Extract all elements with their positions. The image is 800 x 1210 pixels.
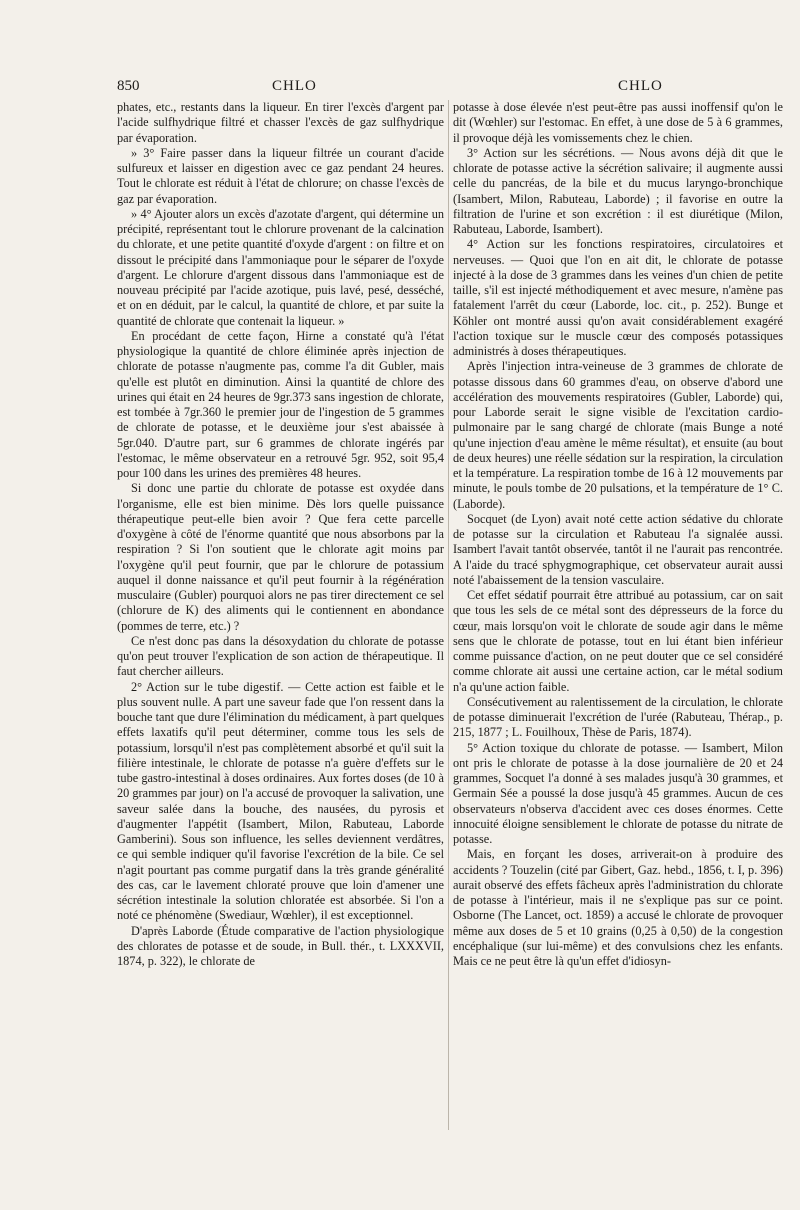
running-head-left: CHLO <box>272 78 317 94</box>
paragraph: D'après Laborde (Étude comparative de l'action physiologique des chlorates de potasse et de soude, in Bull. thér., t. LXXXVII, 1874, p. 322), le chlorate de <box>117 923 444 968</box>
paragraph: phates, etc., restants dans la liqueur. En tirer l'excès d'argent par l'acide sulfhydrique filtré et chasser l'excès de gaz sulfhydrique par évaporation. <box>117 100 444 145</box>
paragraph: Si donc une partie du chlorate de potasse est oxydée dans l'organisme, elle est bien minime. Dès lors quelle puissance thérapeutique peut-elle bien avoir ? Que fera cette parcelle d'oxygène à côté de l'énorme quantité que nous absorbons par la respiration ? Si l'on soutient que le chlorate agit moins par l'oxygène qu'il peut fournir, que par le chlorure de potassium auquel il donne naissance et qu'il peut fournir à la régénération musculaire (Gubler) pourquoi alors ne pas tirer directement ce sel (chlorure de K) des aliments qui le contiennent en abondance (pommes de terre, etc.) ? <box>117 481 444 633</box>
paragraph: Cet effet sédatif pourrait être attribué au potassium, car on sait que tous les sels de ce métal sont des dépresseurs de la force du cœur, mais lorsqu'on voit le chlorate de soude agir dans le même sens que le chlorate de potasse, tout en lui étant bien inférieur comme puissance d'action, on ne peut douter que ce sel considéré comme chlorate ait aussi une certaine action, car le métal sodium n'a qu'une action faible. <box>453 588 783 694</box>
paragraph: Après l'injection intra-veineuse de 3 grammes de chlorate de potasse dissous dans 60 grammes d'eau, on observe d'abord une accélération des mouvements respiratoires (Gubler, Laborde) qui, pour Laborde serait le signe visible de l'excitation cardio-pulmonaire par le sang chargé de chlorate (mais Bunge a noté qu'une injection d'eau amène le même résultat), et ensuite (au bout de deux heures) une réelle sédation sur la respiration, la circulation et la température. La respiration tombe de 16 à 12 mouvements par minute, le pouls tombe de 20 pulsations, et la température de 1° C. (Laborde). <box>453 359 783 511</box>
running-head-right: CHLO <box>618 78 663 94</box>
column-divider <box>448 100 449 1130</box>
paragraph: Ce n'est donc pas dans la désoxydation du chlorate de potasse qu'on peut trouver l'explication de son action de thérapeutique. Il faut chercher ailleurs. <box>117 633 444 679</box>
paragraph: 4° Action sur les fonctions respiratoires, circulatoires et nerveuses. — Quoi que l'on en ait dit, le chlorate de potasse injecté à la dose de 3 grammes dans les veines d'un chien de petite taille, s'il est injecté méthodiquement et avec mesure, n'amène pas fatalement l'arrêt du cœur (Laborde, loc. cit., p. 252). Bunge et Köhler ont montré aussi qu'on avait considérablement exagéré l'action toxique sur le muscle cœur des composés potassiques administrés à doses thérapeutiques. <box>453 237 783 358</box>
paragraph: Mais, en forçant les doses, arriverait-on à produire des accidents ? Touzelin (cité par Gibert, Gaz. hebd., 1856, t. I, p. 396) aurait observé des effets fâcheux après l'administration du chlorate de potasse à l'intérieur, mais il ne s'explique pas sur ce point. Osborne (The Lancet, oct. 1859) a accusé le chlorate de provoquer même aux doses de 5 et 10 grains (0,25 à 0,50) de la congestion encéphalique (sur lui-même) et des convulsions chez les enfants. Mais ce ne peut être là qu'un effet d'idiosyn- <box>453 847 783 968</box>
right-column <box>453 100 783 969</box>
paragraph: » 4° Ajouter alors un excès d'azotate d'argent, qui détermine un précipité, représentant tout le chlorure provenant de la calcination du chlorate, et une petite quantité d'oxyde d'argent : on filtre et on dissout le précipité dans l'ammoniaque pour le séparer de l'oxyde d'argent. Le chlorure d'argent dissous dans l'ammoniaque est de nouveau précipité par l'acide azotique, puis lavé, pesé, desséché, et on en déduit, par le calcul, la quantité de chlore, et par suite la quantité de chlorate que contenait la liqueur. » <box>117 206 444 328</box>
page-header <box>0 78 800 100</box>
left-column <box>117 100 444 969</box>
paragraph: Consécutivement au ralentissement de la circulation, le chlorate de potasse diminuerait l'excrétion de l'urée (Rabuteau, Thérap., p. 215, 1877 ; L. Fouilhoux, Thèse de Paris, 1874). <box>453 694 783 740</box>
paragraph: Socquet (de Lyon) avait noté cette action sédative du chlorate de potasse sur la circulation et Rabuteau l'a signalée aussi. Isambert l'avait tantôt observée, tantôt il ne l'aurait pas rencontrée. A l'aide du tracé sphygmographique, cet observateur aurait aussi noté l'abaissement de la tension vasculaire. <box>453 511 783 587</box>
paragraph: 2° Action sur le tube digestif. — Cette action est faible et le plus souvent nulle. A part une saveur fade que l'on ressent dans la bouche tant que dure l'élimination du médicament, à part quelques effets laxatifs qu'il peut déterminer, comme tous les sels de potassium, lorsqu'il n'est pas complètement absorbé et qu'il suit la filière intestinale, le chlorate de potasse n'a guère d'effets sur le tube gastro-intestinal à doses ordinaires. Aux fortes doses (de 10 à 20 grammes par jour) on l'a accusé de provoquer la salivation, une saveur salée dans la bouche, des nausées, du pyrosis et d'augmenter l'appétit (Isambert, Milon, Rabuteau, Laborde Gamberini). Sous son influence, les selles deviennent verdâtres, ce qui semble indiquer qu'il favorise l'excrétion de la bile. Ce sel n'agit pourtant pas comme purgatif dans la très grande généralité des cas, car le lavement chloraté prouve que loin d'amener une sécrétion intestinale la solution chloratée est absorbée. Si l'on a noté ce phénomène (Swediaur, Wœhler), il est exceptionnel. <box>117 679 444 923</box>
paragraph: 3° Action sur les sécrétions. — Nous avons déjà dit que le chlorate de potasse active la sécrétion salivaire; il augmente aussi celle du pancréas, de la bile et du mucus laryngo-bronchique (Isambert, Milon, Rabuteau, Laborde) ; il favorise en outre la filtration de l'urine et son excrétion : il est diurétique (Milon, Rabuteau, Laborde, Isambert). <box>453 145 783 236</box>
paragraph: 5° Action toxique du chlorate de potasse. — Isambert, Milon ont pris le chlorate de potasse à la dose journalière de 20 et 24 grammes, Socquet l'a donné à ses malades jusqu'à 30 grammes, et Germain Sée a poussé la dose jusqu'à 45 grammes. Aucun de ces observateurs n'observa d'accident avec ces doses énormes. Cette innocuité éloigne sensiblement le chlorate de potasse du nitrate de potasse. <box>453 740 783 846</box>
paragraph: potasse à dose élevée n'est peut-être pas aussi inoffensif qu'on le dit (Wœhler) sur l'estomac. En effet, à une dose de 5 à 6 grammes, il provoque déjà les vomissements chez le chien. <box>453 100 783 145</box>
paragraph: En procédant de cette façon, Hirne a constaté qu'à l'état physiologique la quantité de chlore éliminée après injection de chlorate de potasse n'augmente pas, comme l'a dit Gubler, mais qu'elle est plutôt en diminution. Ainsi la quantité de chlore des urines qui était en 24 heures de 9gr.373 sans ingestion de chlorate, est tombée à 7gr.360 le premier jour de l'ingestion de 5 grammes de chlorate de potasse, et le deuxième jour s'est abaissée à 5gr.040. D'autre part, sur 6 grammes de chlorate ingérés par l'estomac, le même observateur en a retrouvé 5gr. 952, soit 95,4 pour 100 dans les urines des premières 48 heures. <box>117 328 444 480</box>
page-number: 850 <box>117 78 140 94</box>
paragraph: » 3° Faire passer dans la liqueur filtrée un courant d'acide sulfureux et laisser en digestion avec ce gaz pendant 24 heures. Tout le chlorate est réduit à l'état de chlorure; on chasse l'excès de gaz par évaporation. <box>117 145 444 206</box>
